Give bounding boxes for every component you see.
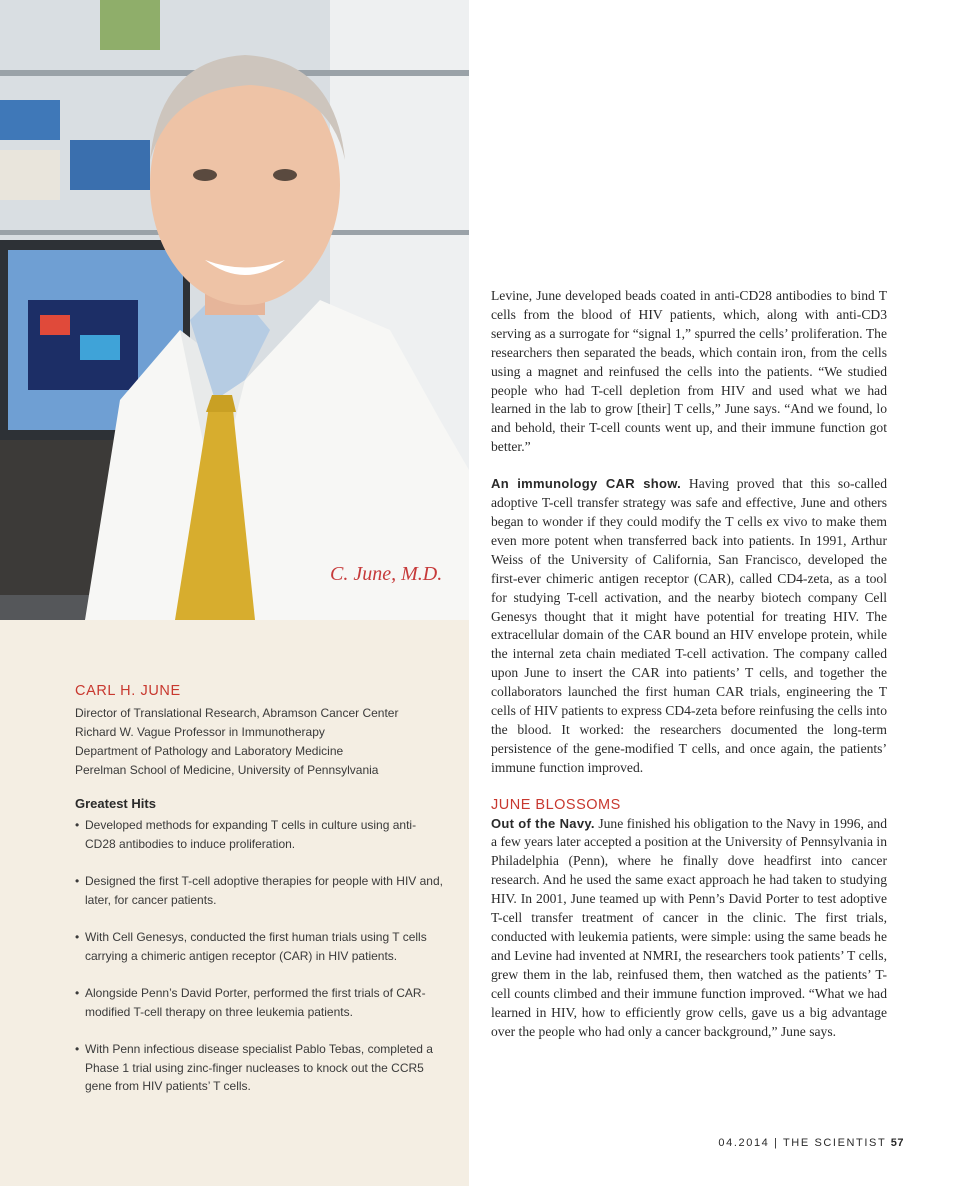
hit-item [75,816,445,853]
profile-title-2: Richard W. Vague Professor in Immunotherapy [75,725,325,739]
hit-text: With Cell Genesys, conducted the first human trials using T cells carrying a chimeric antigen receptor (CAR) in HIV patients. [85,930,427,963]
greatest-hits-heading: Greatest Hits [75,796,156,811]
hit-text: Designed the first T-cell adoptive therapies for people with HIV and, later, for cancer patients. [85,874,443,907]
profile-title-4: Perelman School of Medicine, University of Pennsylvania [75,763,379,777]
car-show-text: Having proved that this so-called adoptive T-cell transfer strategy was safe and effective, June and others began to wonder if they could modify the T cells ex vivo to make them even more potent when transferred back into patients. In 1991, Arthur Weiss of the University of California, San Francisco, developed the first-ever chimeric antigen receptor (CAR), called CD4-zeta, as a tool for studying T-cell activation, and the nearby biotech company Cell Genesys thought that it might have potential for treating HIV. The extracellular domain of the CAR bound an HIV envelope protein, while the internal zeta chain mediated T-cell activation. The company called upon June to insert the CAR into patients’ T cells, and together the collaborators launched the first human CAR trials, engineering the T cells of HIV patients to express CD4-zeta before reinfusing the cells into the blood. It worked: the researchers documented the long-term persistence of the gene-modified T cells, and once again, the patients’ immune function improved. [491,476,887,775]
hit-item [75,928,445,965]
bullet-icon: • [75,874,80,888]
bullet-icon: • [75,986,80,1000]
hit-item [75,1040,445,1096]
bullet-icon: • [75,930,80,944]
issue-date: 04.2014 [718,1137,770,1149]
bullet-icon: • [75,1042,80,1056]
page-number: 57 [890,1137,904,1149]
article-column [491,287,887,1041]
magazine-name: THE SCIENTIST [782,1137,887,1149]
page-footer [718,1137,904,1149]
section-heading: JUNE BLOSSOMS [491,796,621,813]
hit-text: Developed methods for expanding T cells in culture using anti-CD28 antibodies to induce proliferation. [85,818,417,851]
hit-text: Alongside Penn’s David Porter, performed the first trials of CAR-modified T-cell therapy on three leukemia patients. [85,986,426,1019]
navy-text: June finished his obligation to the Navy in 1996, and a few years later accepted a position at the University of Pennsylvania in Philadelphia (Penn), where he finally dove headfirst into cancer research. And he used the same exact approach he had taken to studying HIV. In 2001, June teamed up with Penn’s David Porter to test adoptive T-cell transfer treatment of cancer in the clinic. The first trials, conducted with leukemia patients, were simple: using the same beads he and Levine had invented at NMRI, the researchers took patients’ T cells, grew them in the lab, reinfused them, then watched as the patients’ T-cell counts climbed and their immune function improved. “What we had learned in HIV, how to efficiently grow cells, gave us a big advantage over the people who had only a cancer background,” June says. [491,815,887,1039]
profile-title-1: Director of Translational Research, Abramson Cancer Center [75,706,399,720]
article-paragraph-3 [491,815,887,1042]
article-paragraph-1: Levine, June developed beads coated in anti-CD28 antibodies to bind T cells from the blood of HIV patients, which, along with anti-CD3 serving as a surrogate for “signal 1,” spurred the cells’ proliferation. The researchers then separated the beads, which contain iron, from the cells using a magnet and reinfused the cells into the patients. “We studied people who had T-cell depletion from HIV and used what we had learned in the lab to grow [their] T cells,” June says. “And we found, lo and behold, their T-cell counts went up, and their immune function got better.” [491,288,887,455]
profile-sidebar [0,620,469,1186]
article-paragraph-2 [491,475,887,778]
hit-item [75,872,445,909]
navy-lead: Out of the Navy. [491,815,595,831]
bullet-icon: • [75,818,80,832]
profile-title-3: Department of Pathology and Laboratory Medicine [75,744,344,758]
greatest-hits-list [75,816,445,1115]
profile-titles [75,704,398,780]
footer-separator: | [774,1137,779,1149]
portrait-photo [0,0,469,620]
profile-name: CARL H. JUNE [75,683,181,699]
hit-text: With Penn infectious disease specialist Pablo Tebas, completed a Phase 1 trial using zinc-finger nucleases to knock out the CCR5 gene from HIV patients’ T cells. [85,1042,433,1093]
hit-item [75,984,445,1021]
coat-signature: C. June, M.D. [330,563,443,585]
car-show-lead: An immunology CAR show. [491,476,682,492]
